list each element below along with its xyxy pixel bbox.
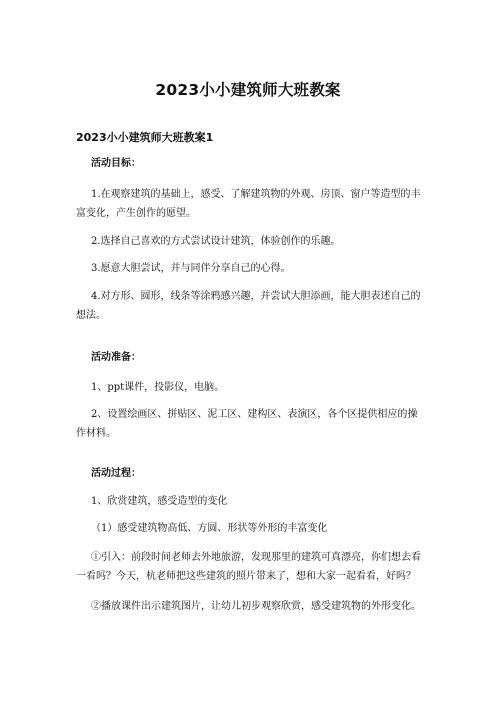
goal-item-4: 4.对方形、圆形，线条等涂鸦感兴趣，并尝试大胆添画，能大胆表述自己的想法。 — [76, 291, 421, 321]
process-heading: 活动过程： — [91, 468, 141, 479]
section-title: 2023小小建筑师大班教案1 — [76, 131, 214, 144]
goal-item-2: 2.选择自己喜欢的方式尝试设计建筑，体验创作的乐趣。 — [91, 236, 341, 247]
prep-item-2: 2、设置绘画区、拼贴区、泥工区、建构区、表演区，各个区提供相应的操作材料。 — [76, 409, 418, 439]
process-item-2: （1）感受建筑物高低、方圆、形状等外形的丰富变化 — [91, 523, 328, 534]
goal-item-1: 1.在观察建筑的基础上，感受、了解建筑物的外观、房顶、窗户等造型的丰富变化，产生创作的愿望。 — [76, 189, 421, 219]
process-item-3: ①引入：前段时间老师去外地旅游，发现那里的建筑可真漂亮，你们想去看一看吗？今天，杭老师把这些建筑的照片带来了，想和大家一起看看，好吗？ — [76, 552, 421, 582]
prep-item-1: 1、ppt课件，投影仪，电脑。 — [91, 382, 225, 393]
prep-heading: 活动准备： — [91, 352, 141, 363]
process-item-4: ②播放课件出示建筑图片，让幼儿初步观察欣赏，感受建筑物的外形变化。 — [91, 601, 421, 612]
document-title: 2023小小建筑师大班教案 — [155, 81, 341, 99]
goal-item-3: 3.愿意大胆尝试，并与同伴分享自己的心得。 — [91, 263, 291, 274]
goals-heading: 活动目标： — [91, 158, 141, 169]
process-item-1: 1、欣赏建筑，感受造型的变化 — [91, 496, 228, 507]
